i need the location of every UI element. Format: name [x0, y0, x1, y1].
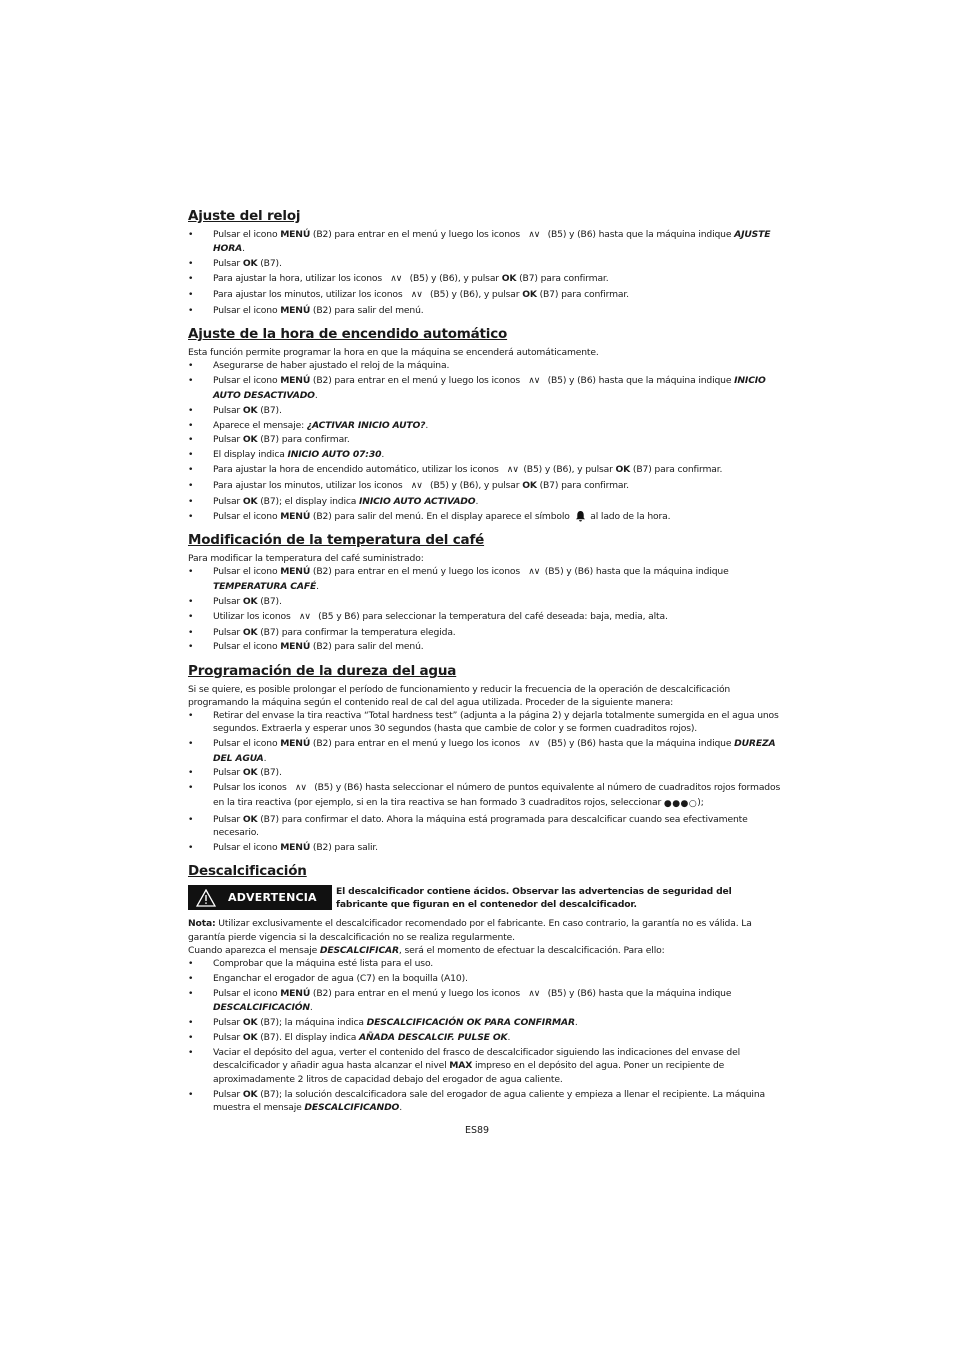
- text-segment: , será el momento de efectuar la descalcificación. Para ello:: [398, 944, 665, 956]
- emphasis-text: OK: [242, 496, 258, 508]
- text-segment: (B7).: [257, 258, 282, 270]
- text-segment: (B2) para entrar en el menú y luego los iconos: [310, 375, 523, 387]
- list-item: [188, 987, 784, 1015]
- note-paragraph: [188, 917, 784, 943]
- text-segment: .: [263, 752, 267, 764]
- text-segment: (B7). El display indica: [257, 1032, 359, 1044]
- text-segment: Pulsar el icono: [213, 738, 281, 750]
- list-item: [188, 766, 784, 779]
- text-segment: .: [314, 389, 318, 401]
- section-heading: Descalcificación: [188, 863, 307, 880]
- up-down-arrows-icon: ∧∨: [294, 783, 307, 794]
- section: [188, 532, 784, 653]
- emphasis-text: MENÚ: [280, 842, 311, 853]
- bullet-icon: •: [188, 419, 194, 431]
- emphasis-text: OK: [242, 404, 258, 416]
- bullet-icon: •: [188, 987, 194, 999]
- emphasis-text: MENÚ: [280, 229, 311, 240]
- list-item: [188, 495, 784, 508]
- warning-block: [188, 885, 784, 911]
- text-segment: Pulsar el icono: [213, 987, 281, 999]
- up-down-arrows-icon: ∧∨: [528, 230, 540, 240]
- list-item: [188, 1088, 784, 1115]
- bullet-icon: •: [188, 595, 194, 607]
- text-segment: Aparece el mensaje:: [213, 419, 307, 431]
- bullet-icon: •: [188, 496, 194, 508]
- text-segment: (B7) para confirmar.: [536, 480, 629, 492]
- text-segment: Pulsar: [213, 404, 243, 416]
- page-content: [188, 208, 784, 1123]
- emphasis-text: MENÚ: [280, 375, 311, 387]
- bullet-icon: •: [188, 480, 194, 492]
- text-segment: (B7) para confirmar.: [630, 464, 723, 476]
- emphasis-text: OK: [242, 434, 258, 446]
- text-segment: Vaciar el depósito del agua, verter el contenido del frasco de descalcificador siguiendo las indicaciones del envase del descalcificador y añadir agua hasta alcanzar el nivel: [213, 1046, 740, 1072]
- bullet-icon: •: [188, 511, 194, 522]
- text-segment: (B5) y (B6), y pulsar: [427, 480, 523, 492]
- warning-label: ADVERTENCIA: [228, 891, 317, 905]
- text-segment: Enganchar el erogador de agua (C7) en la boquilla (A10).: [213, 972, 468, 984]
- bullet-icon: •: [188, 610, 194, 622]
- text-segment: (B7) para confirmar el dato. Ahora la máquina está programada para descalcificar cuando sea efectivamente necesario.: [213, 813, 748, 839]
- text-segment: (B5 y B6) para seleccionar la temperatura del café deseada: baja, media, alta.: [315, 610, 668, 622]
- text-segment: (B5) y (B6) hasta que la máquina indique: [544, 375, 735, 387]
- text-segment: Pulsar: [213, 626, 243, 638]
- text-segment: .: [316, 580, 319, 592]
- text-segment: .: [507, 1032, 511, 1044]
- text-segment: (B7) para confirmar.: [516, 273, 609, 285]
- text-segment: (B2) para salir del menú.: [310, 305, 424, 317]
- bullet-icon: •: [188, 782, 194, 794]
- text-segment: (B5) y (B6) hasta que la máquina indique: [544, 987, 732, 999]
- list-item: [188, 374, 784, 402]
- text-segment: Pulsar el icono: [213, 305, 281, 317]
- list-item: [188, 610, 784, 624]
- up-down-arrows-icon: ∧∨: [390, 274, 402, 285]
- up-down-arrows-icon: ∧∨: [506, 465, 518, 476]
- emphasis-text: DESCALCIFICANDO: [304, 1102, 400, 1114]
- list-item: [188, 1016, 784, 1029]
- bullet-icon: •: [188, 958, 194, 970]
- list-item: [188, 228, 784, 256]
- text-segment: El display indica: [213, 449, 288, 461]
- bullet-icon: •: [188, 464, 194, 476]
- text-segment: Pulsar el icono: [213, 375, 281, 387]
- text-segment: Pulsar: [213, 434, 243, 446]
- text-segment: .: [425, 419, 429, 431]
- text-segment: Pulsar: [213, 1032, 243, 1044]
- list-item: [188, 1046, 784, 1086]
- list-item: [188, 565, 784, 593]
- up-down-arrows-icon: ∧∨: [298, 611, 310, 622]
- list-item: [188, 479, 784, 493]
- text-segment: .: [399, 1102, 402, 1114]
- emphasis-text: INICIO AUTO DESACTIVADO: [213, 375, 766, 401]
- emphasis-text: OK: [242, 1088, 258, 1100]
- bullet-icon: •: [188, 626, 194, 638]
- section-intro: Si se quiere, es posible prolongar el período de funcionamiento y reducir la frecuencia de la operación de descalcificación programando la máquina según el contenido real de cal del agua utilizada. Proceder de la siguiente manera:: [188, 683, 731, 708]
- warning-triangle-icon: [196, 889, 216, 907]
- emphasis-text: OK: [242, 1032, 258, 1044]
- emphasis-text: OK: [522, 480, 537, 492]
- list-item: [188, 272, 784, 286]
- list-item: [188, 781, 784, 811]
- section-heading: Programación de la dureza del agua: [188, 662, 457, 679]
- text-segment: Pulsar: [213, 767, 243, 779]
- bullet-icon: •: [188, 289, 194, 301]
- bullet-icon: •: [188, 360, 194, 372]
- emphasis-text: INICIO AUTO ACTIVADO: [359, 496, 476, 508]
- list-item: [188, 359, 784, 372]
- text-segment: Para ajustar los minutos, utilizar los iconos: [213, 480, 406, 492]
- list-item: [188, 463, 784, 477]
- bullet-list: [188, 957, 784, 1114]
- bullet-icon: •: [188, 305, 194, 317]
- bullet-list: [188, 359, 784, 523]
- text-segment: (B7); el display indica: [257, 496, 360, 508]
- bullet-icon: •: [188, 375, 194, 387]
- bullet-icon: •: [188, 273, 194, 285]
- bullet-icon: •: [188, 1032, 194, 1044]
- bullet-icon: •: [188, 972, 194, 984]
- text-segment: (B5) y (B6), y pulsar: [406, 273, 502, 285]
- text-segment: .: [381, 449, 385, 461]
- text-segment: (B2) para entrar en el menú y luego los iconos: [310, 738, 523, 750]
- bullet-list: [188, 709, 784, 855]
- emphasis-text: MENÚ: [280, 738, 311, 750]
- text-segment: (B7); la máquina indica: [257, 1017, 367, 1029]
- bullet-icon: •: [188, 709, 194, 721]
- list-item: [188, 709, 784, 736]
- list-item: [188, 972, 784, 985]
- text-segment: (B2) para salir del menú. En el display aparece el símbolo: [310, 511, 573, 522]
- text-segment: (B5) y (B6) hasta que la máquina indique: [544, 738, 735, 750]
- text-segment: Para ajustar la hora de encendido automático, utilizar los iconos: [213, 464, 502, 476]
- text-segment: Pulsar: [213, 1088, 243, 1100]
- warning-badge: [188, 885, 332, 910]
- up-down-arrows-icon: ∧∨: [528, 739, 540, 750]
- text-segment: Para ajustar la hora, utilizar los iconos: [213, 273, 385, 285]
- section-heading: Ajuste de la hora de encendido automático: [188, 326, 508, 343]
- section: [188, 326, 784, 523]
- bullet-icon: •: [188, 641, 194, 653]
- emphasis-text: MAX: [449, 1060, 473, 1072]
- list-item: [188, 257, 784, 270]
- emphasis-text: MENÚ: [280, 987, 311, 999]
- text-segment: Pulsar el icono: [213, 511, 281, 522]
- list-item: [188, 404, 784, 417]
- emphasis-text: OK: [242, 595, 258, 607]
- bullet-icon: •: [188, 229, 194, 240]
- text-segment: .: [242, 243, 245, 255]
- text-segment: (B5) y (B6) hasta que la máquina indique: [544, 566, 729, 578]
- text-segment: Pulsar el icono: [213, 842, 281, 853]
- text-segment: Asegurarse de haber ajustado el reloj de la máquina.: [213, 360, 450, 372]
- emphasis-text: DESCALCIFICAR: [319, 944, 399, 956]
- up-down-arrows-icon: ∧∨: [528, 567, 540, 578]
- emphasis-text: MENÚ: [280, 566, 311, 578]
- text-segment: Utilizar los iconos: [213, 610, 294, 622]
- text-segment: (B5) y (B6), y pulsar: [427, 289, 523, 301]
- emphasis-text: OK: [615, 464, 631, 476]
- bullet-icon: •: [188, 566, 194, 578]
- list-item: [188, 510, 784, 523]
- text-segment: (B2) para entrar en el menú y luego los iconos: [310, 987, 523, 999]
- text-segment: (B7) para confirmar.: [257, 434, 350, 446]
- bullet-list: [188, 228, 784, 317]
- section-heading: Modificación de la temperatura del café: [188, 532, 485, 549]
- text-segment: .: [309, 1002, 313, 1014]
- bullet-icon: •: [188, 842, 194, 853]
- section-intro: Para modificar la temperatura del café suministrado:: [188, 553, 424, 565]
- section: [188, 208, 784, 317]
- list-item: [188, 626, 784, 639]
- list-item: [188, 433, 784, 446]
- list-item: [188, 813, 784, 840]
- text-segment: Utilizar exclusivamente el descalcificador recomendado por el fabricante. En caso contrario, la garantía no es válida. La garantía pierde vigencia si la descalcificación no se realiza regularmente.: [188, 918, 752, 943]
- list-item: [188, 595, 784, 608]
- list-item: [188, 957, 784, 970]
- text-segment: Cuando aparezca el mensaje: [188, 944, 320, 956]
- text-segment: (B7).: [257, 404, 282, 416]
- text-segment: impreso en el depósito del agua. Poner un recipiente de aproximadamente 2 litros de capacidad debajo del erogador de agua caliente.: [213, 1060, 725, 1085]
- note-paragraph: [188, 944, 784, 957]
- text-segment: .: [574, 1017, 578, 1029]
- list-item: [188, 419, 784, 432]
- emphasis-text: MENÚ: [280, 305, 311, 317]
- text-segment: Pulsar el icono: [213, 566, 281, 578]
- text-segment: (B7).: [257, 767, 282, 779]
- list-item: [188, 304, 784, 317]
- section-intro: Esta función permite programar la hora en que la máquina se encenderá automáticamente.: [188, 347, 599, 359]
- text-segment: Pulsar: [213, 595, 243, 607]
- text-segment: Pulsar: [213, 258, 243, 270]
- list-item: [188, 1031, 784, 1044]
- text-segment: Pulsar: [213, 1017, 243, 1029]
- page-number: ES89: [464, 1125, 490, 1136]
- emphasis-text: ¿ACTIVAR INICIO AUTO?: [306, 419, 426, 431]
- text-segment: (B7) para confirmar la temperatura elegida.: [257, 626, 456, 638]
- text-segment: (B5) y (B6) hasta que la máquina indique: [544, 229, 735, 240]
- emphasis-text: OK: [522, 289, 537, 301]
- bullet-icon: •: [188, 434, 194, 446]
- text-segment: (B5) y (B6) hasta seleccionar el número de puntos equivalente al número de cuadraditos rojos formados en la tira reactiva (por ejemplo, si en la tira reactiva se han formado 3 cuadraditos rojos, seleccionar: [213, 782, 781, 808]
- text-segment: Pulsar el icono: [213, 229, 281, 240]
- text-segment: Pulsar: [213, 496, 243, 508]
- bullet-icon: •: [188, 1088, 194, 1100]
- emphasis-text: OK: [242, 1017, 258, 1029]
- bullet-icon: •: [188, 813, 194, 825]
- emphasis-text: DESCALCIFICACIÓN OK PARA CONFIRMAR: [366, 1017, 575, 1029]
- emphasis-text: OK: [242, 813, 258, 825]
- text-segment: Comprobar que la máquina esté lista para el uso.: [213, 958, 434, 970]
- emphasis-text: DUREZA DEL AGUA: [213, 738, 776, 764]
- hardness-dots-icon: ●●●○: [663, 798, 698, 809]
- section-descalcificacion: [188, 863, 784, 1114]
- text-segment: Pulsar: [213, 813, 243, 825]
- emphasis-text: TEMPERATURA CAFÉ: [213, 580, 317, 592]
- section-heading: Ajuste del reloj: [188, 208, 301, 224]
- emphasis-text: MENÚ: [280, 641, 311, 653]
- emphasis-text: MENÚ: [280, 511, 311, 522]
- emphasis-text: INICIO AUTO 07:30: [287, 449, 382, 461]
- warning-text: El descalcificador contiene ácidos. Observar las advertencias de seguridad del fabricante que figuran en el contenedor del descalcificador.: [336, 886, 732, 911]
- text-segment: );: [697, 796, 704, 808]
- emphasis-text: OK: [501, 273, 517, 285]
- bullet-list: [188, 565, 784, 653]
- up-down-arrows-icon: ∧∨: [410, 290, 422, 301]
- text-segment: (B7); la solución descalcificadora sale del erogador de agua caliente y empieza a llenar el recipiente. La máquina muestra el mensaje: [213, 1088, 765, 1114]
- emphasis-text: AJUSTE HORA: [213, 229, 771, 255]
- emphasis-text: OK: [242, 767, 258, 779]
- bullet-icon: •: [188, 767, 194, 779]
- list-item: [188, 640, 784, 653]
- up-down-arrows-icon: ∧∨: [528, 376, 540, 387]
- emphasis-text: Nota:: [188, 918, 216, 930]
- list-item: [188, 737, 784, 765]
- text-segment: (B2) para salir del menú.: [310, 641, 424, 653]
- text-segment: .: [475, 496, 479, 508]
- up-down-arrows-icon: ∧∨: [410, 481, 422, 492]
- emphasis-text: OK: [242, 626, 258, 638]
- text-segment: Pulsar el icono: [213, 641, 281, 653]
- text-segment: (B5) y (B6), y pulsar: [523, 464, 616, 476]
- text-segment: (B7).: [257, 595, 282, 607]
- text-segment: Para ajustar los minutos, utilizar los iconos: [213, 289, 406, 301]
- list-item: [188, 841, 784, 854]
- text-segment: (B7) para confirmar.: [536, 289, 629, 301]
- bullet-icon: •: [188, 1046, 194, 1058]
- text-segment: al lado de la hora.: [587, 511, 671, 522]
- text-segment: (B2) para entrar en el menú y luego los iconos: [310, 566, 523, 578]
- text-segment: Retirar del envase la tira reactiva “Total hardness test” (adjunta a la página 2) y dejarla totalmente sumergida en el agua unos segundos. Extraerla y esperar unos 30 segundos (hasta que cambie de color y se formen cuadraditos rojos).: [213, 709, 779, 735]
- bullet-icon: •: [188, 449, 194, 461]
- emphasis-text: AÑADA DESCALCIF. PULSE OK: [358, 1032, 508, 1044]
- text-segment: (B2) para entrar en el menú y luego los iconos: [310, 229, 523, 240]
- emphasis-text: OK: [242, 258, 258, 270]
- list-item: [188, 288, 784, 302]
- text-segment: (B2) para salir.: [310, 842, 378, 853]
- bullet-icon: •: [188, 738, 194, 750]
- bullet-icon: •: [188, 1017, 194, 1029]
- section: [188, 663, 784, 855]
- text-segment: Pulsar los iconos: [213, 782, 290, 794]
- list-item: [188, 448, 784, 461]
- bell-icon: [575, 510, 586, 522]
- bullet-icon: •: [188, 258, 194, 270]
- emphasis-text: DESCALCIFICACIÓN: [213, 1002, 310, 1014]
- up-down-arrows-icon: ∧∨: [528, 988, 540, 999]
- bullet-icon: •: [188, 404, 194, 416]
